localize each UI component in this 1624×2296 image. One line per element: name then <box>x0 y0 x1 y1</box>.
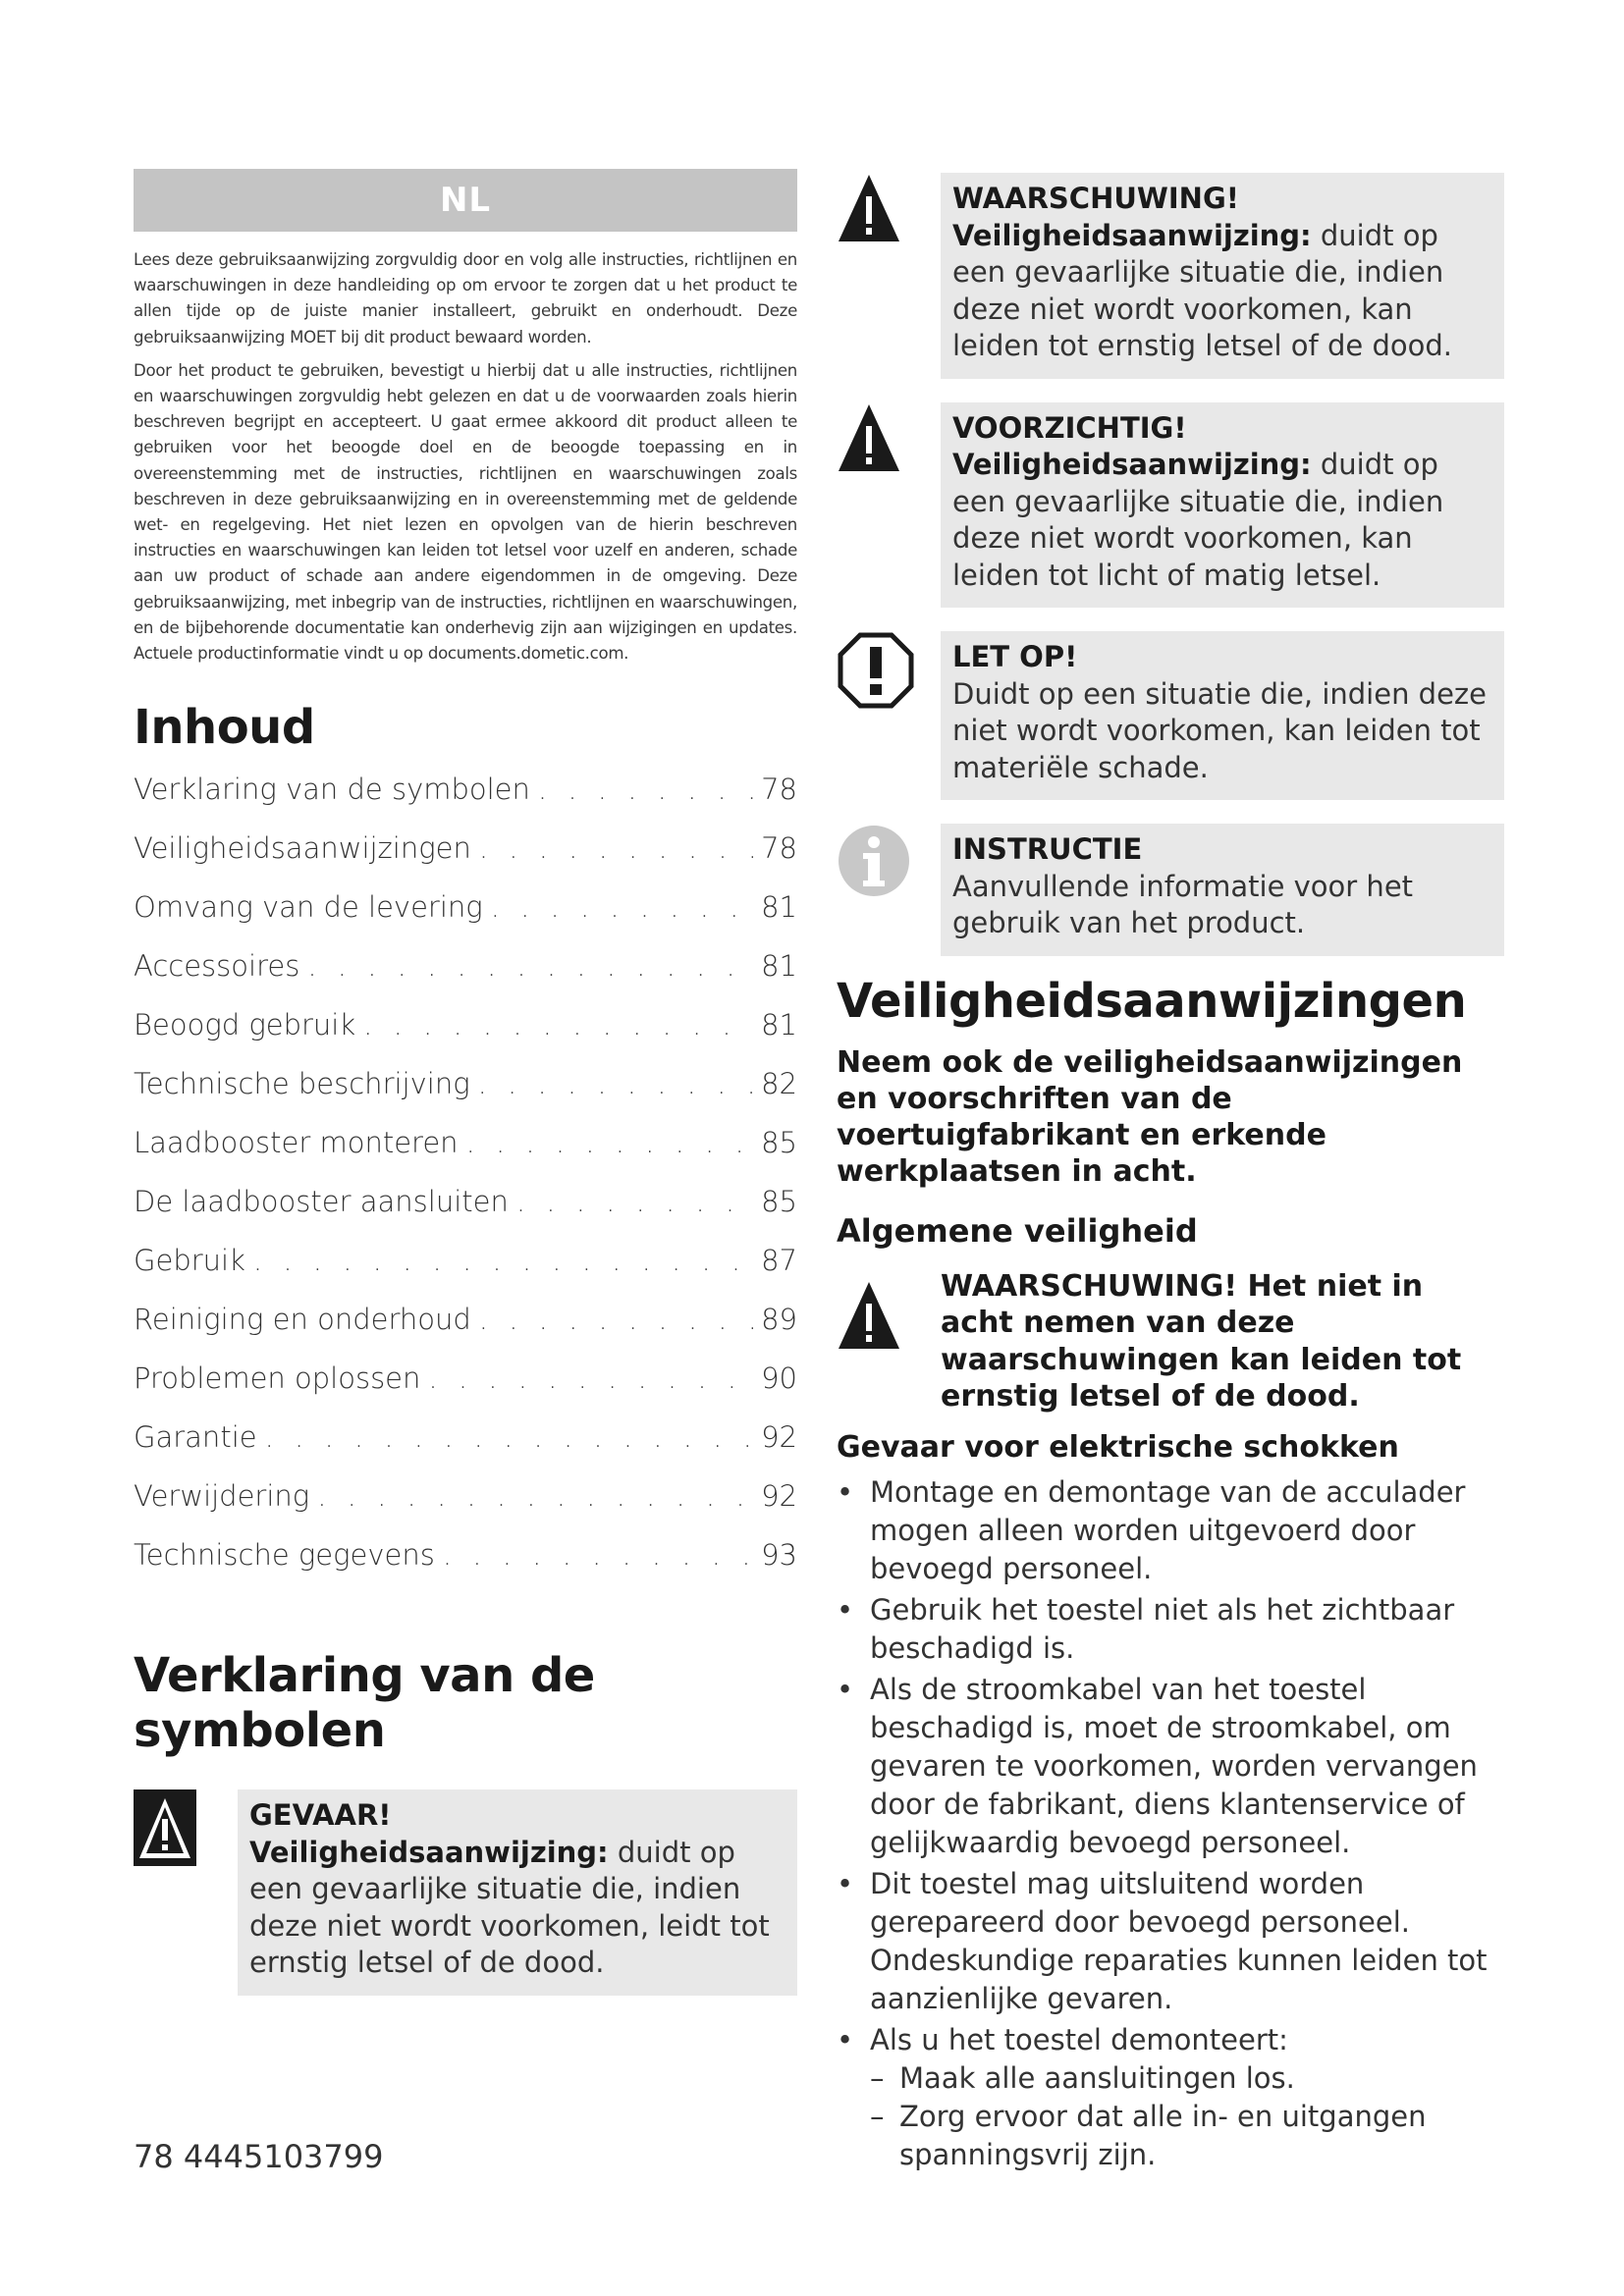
toc-leader-dots <box>479 831 753 865</box>
instruction-heading: INSTRUCTIE <box>952 832 1143 866</box>
warning-icon <box>837 173 941 243</box>
toc-row[interactable] <box>134 1538 797 1597</box>
toc-leader-dots <box>428 1362 753 1395</box>
warning-heading: WAARSCHUWING! <box>952 182 1239 215</box>
notice-box <box>941 631 1504 800</box>
general-warning <box>837 1268 1504 1415</box>
toc-row[interactable] <box>134 1479 797 1538</box>
info-icon <box>837 824 941 898</box>
intro-paragraph-2: Door het product te gebruiken, bevestigt u hierbij dat u alle instructies, richtlijnen en waarschuwingen zorgvuldig hebt gelezen en dat u de voorwaarden zoals hierin beschreven begrijpt en accepteert. U gaat ermee akkoord dit product alleen te gebruiken voor het beoogde doel en de beoogde toepassing en in overeenstemming met de instructies, richtlijnen en waarschuwingen zoals beschreven in deze gebruiksaanwijzing en in overeenstemming met de geldende wet- en regelgeving. Het niet lezen en opvolgen van de hierin beschreven instructies en waarschuwingen kan leiden tot letsel voor uzelf en anderen, schade aan uw product of schade aan andere eigendommen in de omgeving. Deze gebruiksaanwijzing, met inbegrip van de instructies, richtlijnen en waarschuwingen, en de bijbehorende documentatie kan onderhevig zijn aan wijzigingen en updates. Actuele productinformatie vindt u op documents.dometic.com. <box>134 360 797 664</box>
toc-leader-dots <box>253 1244 753 1277</box>
danger-sublabel: Veiligheidsaanwijzing: <box>249 1835 609 1869</box>
list-item <box>837 2021 1504 2174</box>
danger-box <box>238 1789 797 1996</box>
toc-page: 81 <box>761 949 797 984</box>
toc-row[interactable] <box>134 1244 797 1303</box>
toc-leader-dots <box>443 1538 753 1572</box>
toc-page: 85 <box>761 1185 797 1219</box>
toc-page: 78 <box>761 831 797 866</box>
danger-text: duidt op een gevaarlijke situatie die, indien deze niet wordt voorkomen, leidt tot ernstig letsel of de dood. <box>249 1835 770 1980</box>
toc-leader-dots <box>516 1185 753 1218</box>
warning-notice <box>837 173 1504 379</box>
toc-row[interactable] <box>134 890 797 949</box>
caution-text: duidt op een gevaarlijke situatie die, indien deze niet wordt voorkomen, kan leiden tot licht of matig letsel. <box>952 448 1444 592</box>
caution-heading: VOORZICHTIG! <box>952 410 1187 445</box>
toc-page: 90 <box>761 1362 797 1396</box>
page-footer <box>134 2138 383 2175</box>
toc-label: Technische beschrijving <box>134 1067 470 1101</box>
instruction-text: Aanvullende informatie voor het gebruik van het product. <box>952 869 1414 939</box>
toc-row[interactable] <box>134 773 797 831</box>
warning-sublabel: Veiligheidsaanwijzing: <box>952 218 1312 252</box>
toc-label: Verklaring van de symbolen <box>134 773 530 807</box>
toc-label: Garantie <box>134 1420 257 1455</box>
toc-label: Beoogd gebruik <box>134 1008 356 1042</box>
toc-label: Accessoires <box>134 949 300 984</box>
toc-label: Laadbooster monteren <box>134 1126 459 1160</box>
instruction-box <box>941 824 1504 956</box>
toc-label: Gebruik <box>134 1244 245 1278</box>
toc-page: 89 <box>761 1303 797 1337</box>
language-bar: NL <box>134 169 797 232</box>
list-item-text: Als u het toestel demonteert: <box>870 2022 1288 2056</box>
sub-list-item: – Zorg ervoor dat alle in- en uitgangen spanningsvrij zijn. <box>837 2098 1504 2174</box>
shock-title: Gevaar voor elektrische schokken <box>837 1429 1399 1465</box>
sub-list-item: – Maak alle aansluitingen los. <box>837 2059 1504 2098</box>
caution-box <box>941 402 1504 609</box>
notice-heading: LET OP! <box>952 640 1078 673</box>
sub-bullet-list <box>837 2059 1504 2174</box>
toc-page: 81 <box>761 890 797 925</box>
toc-label: Technische gegevens <box>134 1538 435 1573</box>
toc-leader-dots <box>466 1126 754 1159</box>
instruction-notice <box>837 824 1504 956</box>
toc-row[interactable] <box>134 1420 797 1479</box>
list-item: • Gebruik het toestel niet als het zichtbaar beschadigd is. <box>837 1591 1504 1668</box>
toc-page: 85 <box>761 1126 797 1160</box>
toc-label: Omvang van de levering <box>134 890 483 925</box>
toc-row[interactable] <box>134 1362 797 1420</box>
toc-label: Reiniging en onderhoud <box>134 1303 471 1337</box>
toc-page: 82 <box>761 1067 797 1101</box>
toc-page: 92 <box>761 1420 797 1455</box>
toc-leader-dots <box>538 773 753 806</box>
danger-heading: GEVAAR! <box>249 1798 392 1833</box>
caution-sublabel: Veiligheidsaanwijzing: <box>952 448 1312 481</box>
safety-lead: Neem ook de veiligheidsaanwijzingen en voorschriften van de voertuigfabrikant en erkende werkplaatsen in acht. <box>837 1044 1463 1189</box>
warning-triangle-icon <box>837 1268 941 1355</box>
toc-leader-dots <box>317 1479 753 1513</box>
toc-row[interactable] <box>134 1126 797 1185</box>
caution-icon <box>837 402 941 473</box>
toc-title: Inhoud <box>134 700 315 756</box>
toc-row[interactable] <box>134 831 797 890</box>
list-item: • Montage en demontage van de acculader mogen alleen worden uitgevoerd door bevoegd personeel. <box>837 1473 1504 1588</box>
toc-page: 93 <box>761 1538 797 1573</box>
danger-icon <box>134 1789 238 1866</box>
toc-page: 92 <box>761 1479 797 1514</box>
intro <box>134 247 797 667</box>
toc-leader-dots <box>307 949 753 983</box>
toc-label: De laadbooster aansluiten <box>134 1185 509 1219</box>
intro-paragraph-1: Lees deze gebruiksaanwijzing zorgvuldig door en volg alle instructies, richtlijnen en waarschuwingen in deze handleiding op om ervoor te zorgen dat u het product te allen tijde op de juiste manier installeert, gebruikt en onderhoudt. Deze gebruiksaanwijzing MOET bij dit product bewaard worden. <box>134 250 797 347</box>
toc-leader-dots <box>479 1303 753 1336</box>
notice-notice <box>837 631 1504 800</box>
toc-row[interactable] <box>134 1185 797 1244</box>
toc-leader-dots <box>265 1420 754 1454</box>
toc-row[interactable] <box>134 1008 797 1067</box>
toc-row[interactable] <box>134 1303 797 1362</box>
list-item: • Dit toestel mag uitsluitend worden gerepareerd door bevoegd personeel. Ondeskundige reparaties kunnen leiden tot aanzienlijke gevaren. <box>837 1865 1504 2018</box>
exclamation-octagon-icon <box>837 631 941 710</box>
danger-notice <box>134 1789 797 1996</box>
toc-label: Verwijdering <box>134 1479 310 1514</box>
warning-text: duidt op een gevaarlijke situatie die, indien deze niet wordt voorkomen, kan leiden tot ernstig letsel of de dood. <box>952 218 1452 362</box>
toc-page: 81 <box>761 1008 797 1042</box>
symbols-title: Verklaring van de symbolen <box>134 1648 595 1759</box>
caution-notice <box>837 402 1504 609</box>
general-safety-title: Algemene veiligheid <box>837 1211 1198 1250</box>
notice-text: Duidt op een situatie die, indien deze niet wordt voorkomen, kan leiden tot materiële schade. <box>952 676 1487 784</box>
toc-leader-dots <box>491 890 753 924</box>
toc-page: 78 <box>761 773 797 807</box>
toc-label: Problemen oplossen <box>134 1362 421 1396</box>
left-column <box>134 169 797 1996</box>
warning-box <box>941 173 1504 379</box>
document-number: 4445103799 <box>183 2138 384 2175</box>
list-item: • Als de stroomkabel van het toestel beschadigd is, moet de stroomkabel, om gevaren te voorkomen, worden vervangen door de fabrikant, diens klantenservice of gelijkwaardig bevoegd personeel. <box>837 1671 1504 1862</box>
right-column <box>837 173 1504 2177</box>
toc-row[interactable] <box>134 949 797 1008</box>
toc-page: 87 <box>761 1244 797 1278</box>
toc-label: Veiligheidsaanwijzingen <box>134 831 471 866</box>
toc-leader-dots <box>363 1008 753 1041</box>
table-of-contents <box>134 773 797 1597</box>
page-number: 78 <box>134 2138 174 2175</box>
safety-title: Veiligheidsaanwijzingen <box>837 973 1467 1029</box>
toc-leader-dots <box>478 1067 753 1100</box>
general-warning-text: WAARSCHUWING! Het niet in acht nemen van deze waarschuwingen kan leiden tot ernstig letsel of de dood. <box>941 1268 1462 1414</box>
toc-row[interactable] <box>134 1067 797 1126</box>
shock-bullet-list <box>837 1473 1504 2174</box>
